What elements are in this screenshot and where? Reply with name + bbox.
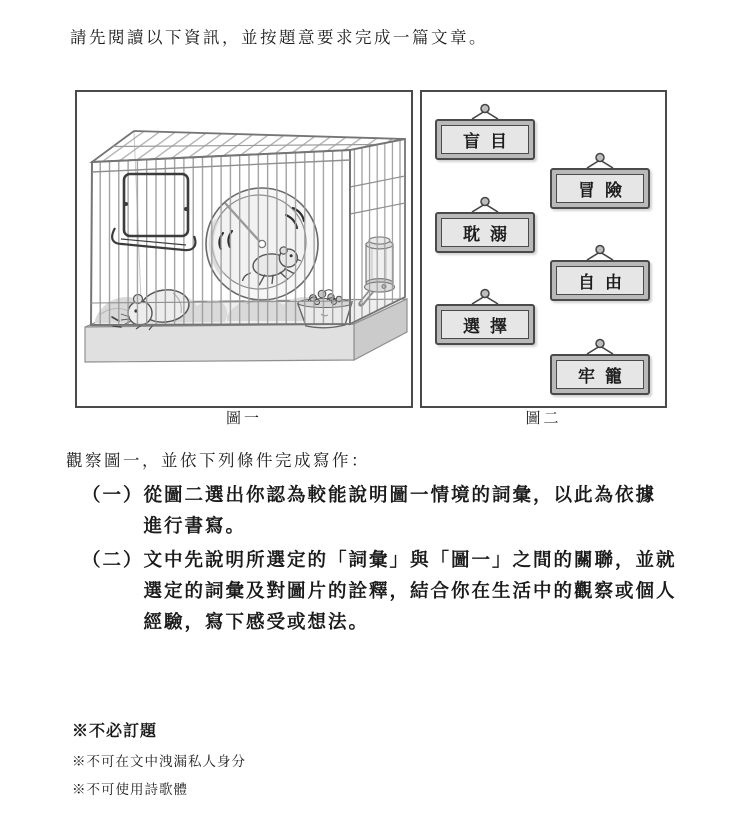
hanger-pin-icon [550, 337, 650, 354]
hanger-pin-icon [550, 243, 650, 260]
sign-label: 牢籠 [556, 360, 644, 389]
cage-wire-frame [91, 131, 405, 325]
figure2-caption: 圖二 [525, 411, 562, 427]
note-no-title-required: ※不必訂題 [72, 723, 158, 740]
sign-label: 自由 [556, 266, 644, 295]
hamster-cage-illustration [77, 92, 411, 406]
sign-blind [435, 102, 535, 160]
sign-freedom [550, 243, 650, 301]
sign-cage [550, 337, 650, 395]
condition-marker: （一） [82, 486, 144, 506]
hanger-pin-icon [435, 102, 535, 119]
sign-label: 選擇 [441, 310, 529, 339]
sign-indulge [435, 195, 535, 253]
figure1-caption: 圖一 [225, 411, 262, 427]
sign-label: 冒險 [556, 174, 644, 203]
condition-marker: （二） [82, 551, 144, 571]
sign-label: 盲目 [441, 125, 529, 154]
note-no-personal-identity: ※不可在文中洩漏私人身分 [72, 754, 246, 769]
hanger-pin-icon [435, 195, 535, 212]
figure2-panel [420, 90, 667, 408]
condition-item-2 [82, 546, 677, 639]
condition-item-1 [82, 481, 656, 543]
condition-text: 從圖二選出你認為較能說明圖一情境的詞彙，以此為依據 進行書寫。 [143, 486, 657, 537]
observe-instruction: 觀察圖一，並依下列條件完成寫作： [66, 451, 370, 470]
intro-text: 請先閱讀以下資訊，並按題意要求完成一篇文章。 [70, 28, 488, 47]
hanger-pin-icon [435, 287, 535, 304]
sign-label: 耽溺 [441, 218, 529, 247]
sign-choice [435, 287, 535, 345]
condition-text: 文中先說明所選定的「詞彙」與「圖一」之間的關聯，並就 選定的詞彙及對圖片的詮釋，結合你在生活中的觀察或個人 經驗，寫下感受或想法。 [143, 551, 677, 633]
hanger-pin-icon [550, 151, 650, 168]
figure1-panel [75, 90, 413, 408]
sign-adventure [550, 151, 650, 209]
note-no-poetry: ※不可使用詩歌體 [72, 782, 188, 797]
